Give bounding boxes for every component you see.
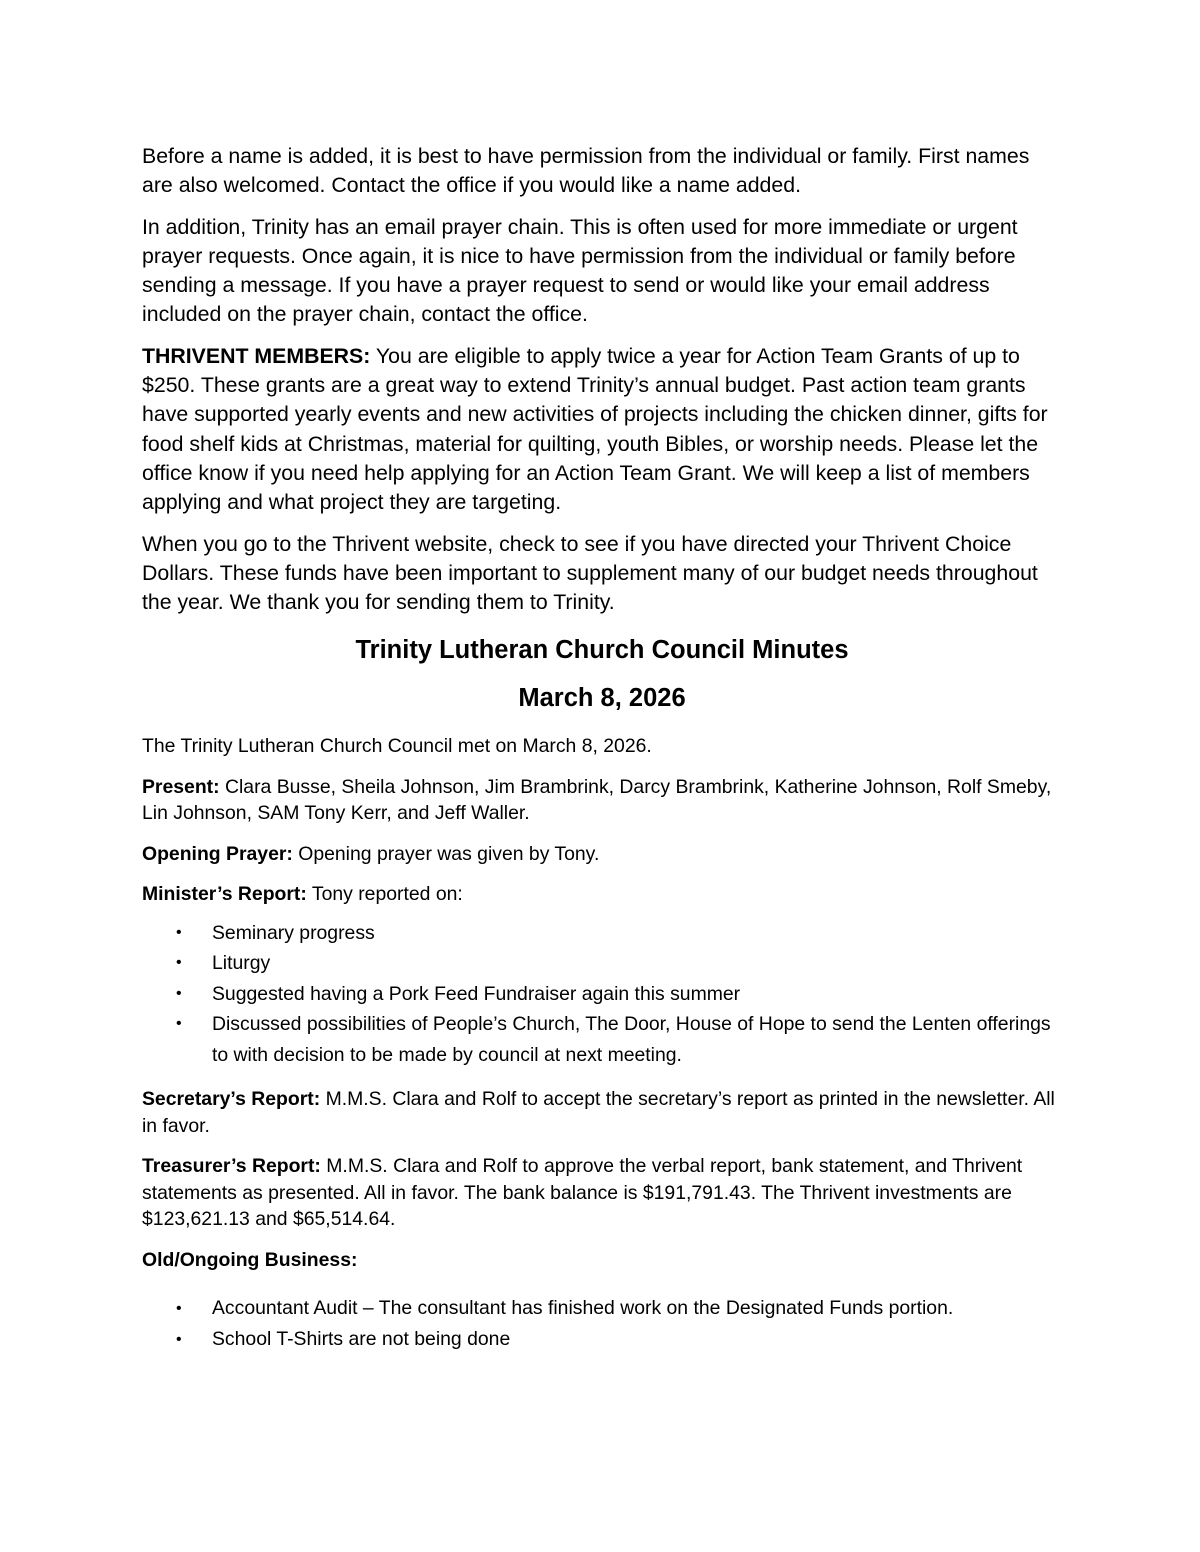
document-page (142, 142, 1062, 1371)
thrivent-choice-paragraph: When you go to the Thrivent website, check to see if you have directed your Thrivent Choice Dollars. These funds have been important to supplement many of our budget needs throughout the year. We thank you for sending them to Trinity. (142, 531, 1038, 615)
present-text: Clara Busse, Sheila Johnson, Jim Brambrink, Darcy Brambrink, Katherine Johnson, Rolf Smeby, Lin Johnson, SAM Tony Kerr, and Jeff Waller. (142, 775, 1052, 825)
list-item: • Accountant Audit – The consultant has finished work on the Designated Funds portion. (142, 1293, 1062, 1324)
list-item: • School T-Shirts are not being done (142, 1324, 1062, 1355)
thrivent-members-paragraph (142, 342, 1062, 518)
treasurers-report-text: M.M.S. Clara and Rolf to approve the verbal report, bank statement, and Thrivent statements as presented. All in favor. The bank balance is $191,791.43. The Thrivent investments are $123,621.13 and $65,514.64. (142, 1155, 1023, 1231)
ministers-report-list (142, 918, 1062, 1071)
old-business-heading: Old/Ongoing Business: (142, 1248, 358, 1271)
minutes-opening-line: The Trinity Lutheran Church Council met on March 8, 2026. (142, 735, 652, 758)
present-label: Present: (142, 775, 220, 798)
bullet-icon: • (176, 954, 182, 972)
bullet-icon: • (176, 1015, 182, 1033)
intro-paragraph-prayer-list: Before a name is added, it is best to have permission from the individual or family. First names are also welcomed. Contact the office if you would like a name added. (142, 144, 1030, 198)
present-paragraph (142, 774, 1062, 827)
secretarys-report-text: M.M.S. Clara and Rolf to accept the secretary’s report as printed in the newsletter. All in favor. (142, 1088, 1055, 1137)
list-item: • Suggested having a Pork Feed Fundraiser again this summer (142, 979, 1062, 1010)
bullet-icon: • (176, 984, 182, 1002)
old-business-list (142, 1293, 1062, 1355)
list-item: • Seminary progress (142, 918, 1062, 949)
minutes-title: Trinity Lutheran Church Council Minutes (355, 636, 849, 665)
minutes-date: March 8, 2026 (518, 684, 686, 713)
treasurers-report-label: Treasurer’s Report: (142, 1155, 321, 1178)
ministers-report-label: Minister’s Report: (142, 883, 307, 906)
opening-prayer-text: Opening prayer was given by Tony. (292, 842, 600, 865)
opening-prayer-label: Opening Prayer: (142, 842, 293, 865)
opening-prayer-paragraph (142, 841, 1062, 868)
ministers-report-paragraph (142, 881, 1062, 908)
secretarys-report-paragraph (142, 1086, 1062, 1139)
bullet-icon: • (176, 1331, 182, 1349)
list-item: • Discussed possibilities of People’s Church, The Door, House of Hope to send the Lenten offerings to with decision to be made by council at next meeting. (142, 1009, 1062, 1070)
list-item: • Liturgy (142, 948, 1062, 979)
intro-paragraph-email-prayer-chain: In addition, Trinity has an email prayer chain. This is often used for more immediate or urgent prayer requests. Once again, it is nice to have permission from the individual or family before sending a message. If you have a prayer request to send or would like your email address included on the prayer chain, contact the office. (142, 214, 1018, 327)
ministers-report-text: Tony reported on: (306, 883, 463, 906)
bullet-icon: • (176, 923, 182, 941)
thrivent-members-label: THRIVENT MEMBERS: (142, 343, 371, 368)
bullet-icon: • (176, 1300, 182, 1318)
treasurers-report-paragraph (142, 1153, 1062, 1233)
thrivent-members-text: You are eligible to apply twice a year for Action Team Grants of up to $250. These grants are a great way to extend Trinity’s annual budget. Past action team grants have supported yearly events and new activities of projects including the chicken dinner, gifts for food shelf kids at Christmas, material for quilting, youth Bibles, or worship needs. Please let the office know if you need help applying for an Action Team Grant. We will keep a list of members applying and what project they are targeting. (142, 343, 1048, 515)
secretarys-report-label: Secretary’s Report: (142, 1088, 321, 1111)
